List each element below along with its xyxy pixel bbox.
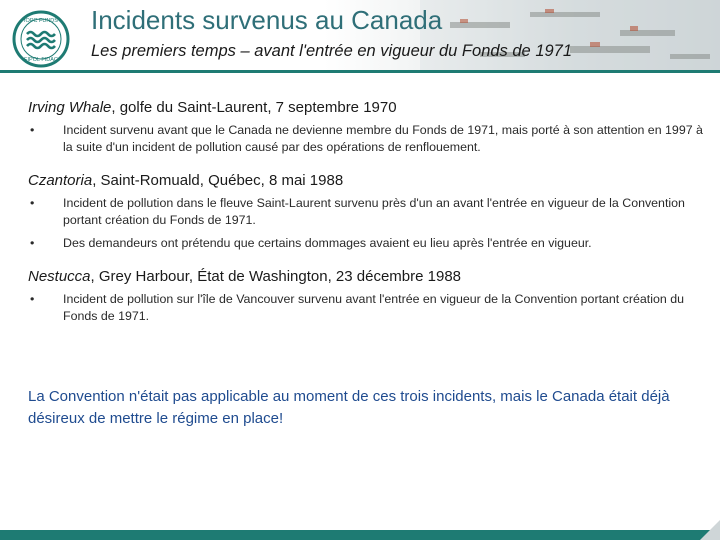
- incident-nestucca: [28, 268, 708, 325]
- bullet-icon: •: [30, 123, 35, 137]
- incident-location-date: , Saint-Romuald, Québec, 8 mai 1988: [92, 172, 344, 189]
- list-item: [28, 122, 708, 156]
- logo-top-text: IOPC FUNDS: [24, 18, 58, 24]
- slide-subtitle: Les premiers temps – avant l'entrée en vigueur du Fonds de 1971: [91, 42, 573, 60]
- incident-list: [28, 99, 708, 341]
- harbor-ships-image: [420, 0, 720, 72]
- logo-bottom-text: FIPOL FIDAC: [24, 57, 58, 63]
- bullet-icon: •: [30, 236, 35, 250]
- incident-irving-whale: [28, 99, 708, 156]
- bullet-text: Des demandeurs ont prétendu que certains dommages avaient eu lieu après l'entrée en vigueur.: [63, 236, 592, 250]
- incident-title: [28, 268, 708, 285]
- slide-header: [0, 0, 720, 72]
- footer-bar: [0, 530, 720, 540]
- bullet-icon: •: [30, 292, 35, 306]
- ship-name: Irving Whale: [28, 99, 112, 116]
- bullet-text: Incident de pollution dans le fleuve Saint-Laurent survenu près d'un an avant l'entrée en vigueur de la Convention portant création du Fonds de 1971.: [63, 196, 685, 227]
- bullet-icon: •: [30, 196, 35, 210]
- ship-name: Nestucca: [28, 268, 91, 285]
- list-item: [28, 195, 708, 229]
- header-divider: [0, 70, 720, 73]
- waves-logo-icon: [12, 10, 70, 68]
- ship-name: Czantoria: [28, 172, 93, 189]
- conclusion-text: La Convention n'était pas applicable au moment de ces trois incidents, mais le Canada était déjà désireux de mettre le régime en place!: [28, 388, 670, 427]
- corner-triangle-icon: [700, 520, 720, 540]
- incident-location-date: , Grey Harbour, État de Washington, 23 décembre 1988: [90, 268, 462, 285]
- bullet-text: Incident survenu avant que le Canada ne devienne membre du Fonds de 1971, mais porté à son attention en 1997 à la suite d'un incident de pollution causé par des opérations de renflouement.: [63, 123, 703, 154]
- slide-title: Incidents survenus au Canada: [91, 5, 443, 35]
- incident-location-date: , golfe du Saint-Laurent, 7 septembre 1970: [111, 99, 397, 116]
- list-item: [28, 291, 708, 325]
- incident-title: [28, 172, 708, 189]
- list-item: [28, 235, 708, 252]
- incident-czantoria: [28, 172, 708, 252]
- bullet-text: Incident de pollution sur l'île de Vancouver survenu avant l'entrée en vigueur de la Convention portant création du Fonds de 1971.: [63, 292, 684, 323]
- incident-title: [28, 99, 708, 116]
